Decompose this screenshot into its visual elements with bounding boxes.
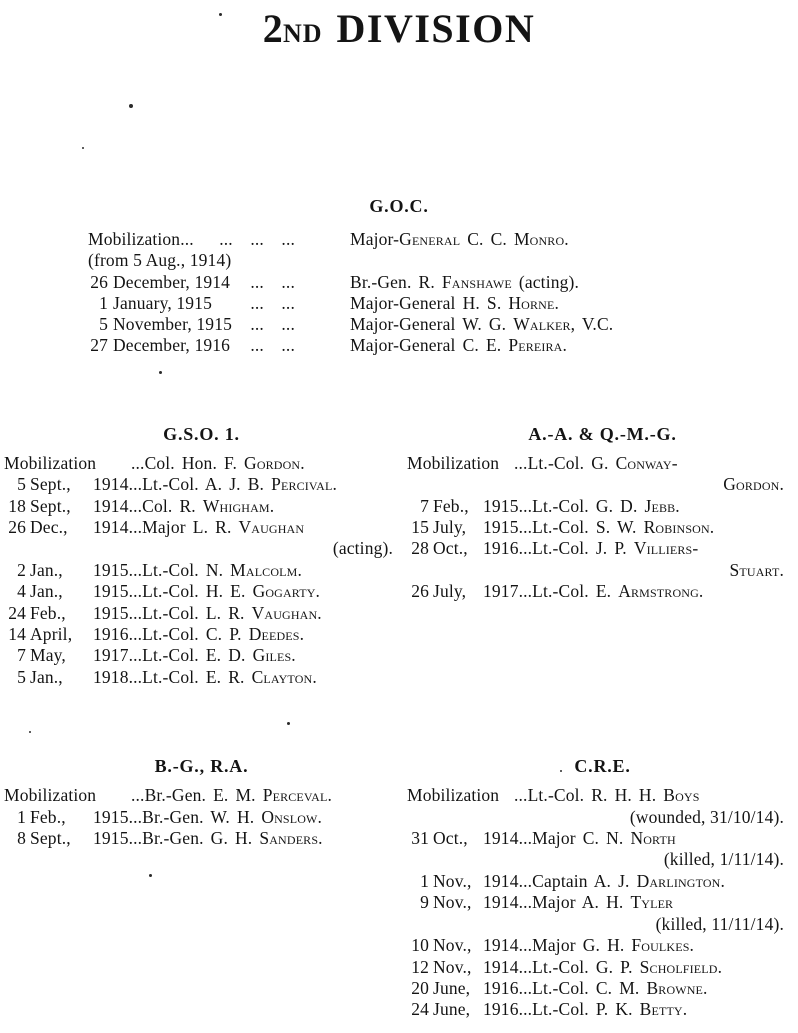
month: Jan.,: [30, 559, 63, 580]
date-cell: Mobilization...: [88, 229, 194, 249]
ink-speck: [287, 722, 290, 725]
surname: Armstrong: [618, 581, 699, 602]
surname: Perceval: [262, 785, 328, 806]
surname: Giles: [252, 645, 292, 666]
roster-row: [88, 293, 798, 314]
day: 1: [17, 806, 26, 827]
rank: ...Lt.-Col. J. P.: [518, 538, 634, 559]
month: Oct.,: [433, 538, 468, 559]
officer-name: [519, 892, 674, 913]
officer-name: [514, 785, 700, 806]
date-cell: [88, 314, 232, 335]
surname: Vaughan: [238, 517, 305, 537]
surname: Fanshawe: [441, 271, 512, 292]
name-suffix: .: [269, 495, 275, 516]
name-suffix: .: [300, 452, 305, 473]
ink-speck: [129, 104, 133, 108]
day: 24: [411, 999, 429, 1020]
surname: Darlington: [636, 870, 721, 891]
roster-row: [407, 517, 798, 538]
year: 1915: [483, 495, 519, 516]
day: 1: [99, 292, 108, 313]
roster-row: [4, 453, 399, 474]
officer-name: [131, 785, 332, 806]
roster-row: [4, 517, 399, 538]
month-year: December, 1916: [113, 335, 231, 356]
year: 1916: [483, 977, 519, 998]
year: 1915: [93, 559, 129, 580]
officer-name: [129, 645, 296, 666]
day: 12: [411, 956, 429, 977]
officer-name: [129, 560, 302, 581]
roster-row: [407, 496, 798, 517]
day: 14: [8, 624, 26, 645]
division-ordinal: ND: [282, 19, 323, 48]
rank: ...Lt.-Col. E. R.: [128, 666, 252, 687]
dot-leaders: ... ...: [250, 335, 295, 356]
dot-leaders: ... ...: [250, 314, 295, 335]
month: April,: [30, 624, 73, 645]
continuation-line: [407, 474, 798, 495]
ink-speck: [159, 371, 162, 374]
ink-speck: [219, 13, 222, 16]
roster-row: [4, 645, 399, 666]
month: Feb.,: [433, 495, 469, 516]
surname: Monro: [513, 229, 565, 249]
officer-name: [129, 667, 317, 688]
day: 28: [411, 538, 429, 559]
date-cell: Mobilization: [4, 452, 97, 473]
surname: Percival: [271, 474, 333, 495]
rank: ...Lt.-Col. R. H. H.: [514, 785, 664, 806]
month: Oct.,: [433, 828, 468, 849]
name-suffix: .: [291, 645, 296, 666]
name-suffix: .: [720, 870, 726, 891]
name-suffix: , V.C.: [570, 314, 614, 335]
roster-row: [4, 560, 399, 581]
name-suffix: .: [332, 474, 337, 495]
officer-name: [519, 496, 680, 517]
roster-row: [407, 581, 798, 602]
roster-row: [407, 935, 798, 956]
day: 27: [90, 335, 108, 356]
month: May,: [30, 645, 66, 666]
surname: Scholfield: [639, 956, 718, 977]
year: 1914: [93, 474, 129, 495]
year: 1914: [483, 828, 519, 849]
name-suffix: .: [318, 828, 323, 849]
day: 26: [90, 271, 108, 292]
dot-leaders: ... ...: [250, 271, 295, 292]
year: 1915: [93, 581, 129, 602]
surname: Whigham: [202, 495, 270, 516]
officer-name: [350, 229, 569, 250]
name-suffix: .: [675, 495, 680, 516]
two-column-block-2: [0, 755, 798, 1020]
name-suffix: .: [564, 229, 569, 249]
rank: ...Br.-Gen. W. H.: [128, 806, 262, 827]
name-suffix: .: [299, 624, 305, 645]
section-cre: [399, 755, 798, 1020]
roster-row: [88, 229, 798, 250]
division-number: 2: [262, 6, 283, 51]
name-suffix: .: [297, 559, 302, 580]
rank: ...Lt.-Col. L. R.: [128, 602, 252, 623]
surname: General: [399, 229, 461, 249]
surname: Villiers-: [633, 538, 699, 559]
month: Feb.,: [30, 602, 66, 623]
officer-name: [129, 474, 337, 495]
surname: Stuart: [729, 559, 780, 580]
day: 15: [411, 517, 429, 537]
officer-name: [129, 581, 320, 602]
ink-speck: [560, 770, 562, 772]
name-suffix: .: [312, 666, 317, 687]
officer-name: [129, 517, 305, 538]
surname: North: [630, 828, 676, 849]
month: June,: [433, 977, 471, 998]
day: 5: [17, 474, 26, 495]
roster-row: [407, 892, 798, 913]
note: (killed, 11/11/14).: [655, 913, 784, 934]
rank: ...Lt.-Col. S. W.: [518, 517, 644, 537]
surname: Robinson: [643, 517, 710, 537]
month: Jan.,: [30, 666, 63, 687]
officer-name: [350, 335, 567, 356]
officer-name: [129, 624, 305, 645]
month: July,: [433, 581, 467, 602]
year: 1918: [93, 666, 129, 687]
roster-row: [407, 957, 798, 978]
rank: Major-General C. E.: [350, 335, 509, 356]
rank: ...Lt.-Col. G. D.: [518, 495, 645, 516]
gso1-heading: G.S.O. 1.: [163, 423, 240, 444]
surname: Tyler: [630, 892, 674, 913]
date-cell: [88, 293, 212, 314]
day: 8: [17, 828, 26, 849]
roster-row: [407, 871, 798, 892]
name-suffix: .: [682, 999, 688, 1020]
roster-row: [4, 581, 399, 602]
month: Sept.,: [30, 828, 71, 849]
surname: Gogarty: [252, 581, 316, 602]
month: Dec.,: [30, 517, 68, 537]
rank: ...Lt.-Col. G. P.: [518, 956, 640, 977]
month: Feb.,: [30, 806, 66, 827]
officer-name: [129, 828, 323, 849]
rank: ...Col. R.: [128, 495, 203, 516]
name-suffix: .: [709, 517, 715, 537]
name-suffix: .: [689, 935, 695, 956]
roster-row: [4, 785, 399, 806]
dot-leaders: ... ... ...: [219, 229, 295, 249]
officer-name: [350, 272, 579, 293]
month: June,: [433, 999, 471, 1020]
year: 1916: [93, 624, 129, 645]
officer-name: [519, 871, 725, 892]
day: 26: [8, 517, 26, 537]
roster-row: [4, 624, 399, 645]
officer-name: [350, 314, 613, 335]
roster-row: [4, 603, 399, 624]
year: 1914: [483, 935, 519, 956]
date-cell: Mobilization: [407, 452, 500, 473]
month: Jan.,: [30, 581, 63, 602]
day: 18: [8, 495, 26, 516]
ink-speck: [82, 147, 84, 149]
note: (acting).: [332, 538, 393, 559]
roster-row: [88, 335, 798, 356]
rank: ...Major L. R.: [128, 517, 239, 537]
officer-name: [129, 807, 322, 828]
officer-name: [519, 828, 676, 849]
bgra-heading: B.-G., R.A.: [154, 756, 249, 777]
rank: Br.-Gen. R.: [350, 271, 442, 292]
day: 5: [17, 666, 26, 687]
rank: ...Lt.-Col. C. M.: [518, 977, 647, 998]
name-suffix: .: [779, 559, 784, 580]
note: (killed, 1/11/14).: [663, 849, 784, 870]
roster-row: [4, 474, 399, 495]
surname: Boys: [663, 785, 700, 806]
surname: Clayton: [251, 666, 313, 687]
year: 1914: [93, 495, 129, 516]
roster-row: [407, 978, 798, 999]
rank: Major-: [350, 229, 400, 249]
date-cell: [88, 272, 230, 293]
officer-name: [131, 453, 305, 474]
name-suffix: .: [698, 581, 704, 602]
name-suffix: .: [315, 581, 321, 602]
rank: ...Lt.-Col. N.: [128, 559, 231, 580]
date-note: (from 5 Aug., 1914): [88, 250, 232, 271]
continuation-line: [407, 849, 798, 870]
month: Nov.,: [433, 956, 472, 977]
rank: ...Lt.-Col. A. J. B.: [128, 474, 272, 495]
rank: ...Lt.-Col. G.: [514, 452, 616, 473]
surname: Walker: [513, 314, 571, 335]
month-year: January, 1915: [113, 292, 212, 313]
day: 7: [420, 495, 429, 516]
goc-heading: G.O.C.: [369, 196, 429, 216]
month: Sept.,: [30, 474, 71, 495]
rank: ...Major C. N.: [518, 828, 631, 849]
section-aaqmg: [399, 423, 798, 688]
name-suffix: .: [327, 785, 332, 806]
cre-heading: C.R.E.: [574, 756, 631, 777]
name-suffix: (acting).: [511, 271, 580, 292]
officer-name: [519, 538, 699, 559]
dot-leaders: ... ...: [250, 292, 295, 313]
name-suffix: .: [317, 602, 322, 623]
roster-row: [4, 807, 399, 828]
rank: ...Lt.-Col. C. P.: [128, 624, 249, 645]
name-suffix: .: [717, 956, 723, 977]
surname: Malcolm: [230, 559, 298, 580]
roster-row: [88, 272, 798, 293]
officer-name: [514, 453, 678, 474]
section-goc: [0, 195, 798, 357]
date-cell: [88, 335, 230, 356]
aaqmg-heading: A.-A. & Q.-M.-G.: [528, 423, 677, 444]
officer-name: [129, 496, 275, 517]
roster-row: [4, 496, 399, 517]
surname: Foulkes: [631, 935, 690, 956]
goc-table: [88, 229, 798, 357]
surname: Sanders: [259, 828, 319, 849]
surname: Onslow: [261, 806, 318, 827]
year: 1916: [483, 999, 519, 1020]
surname: Conway-: [615, 452, 678, 473]
day: 7: [17, 645, 26, 666]
name-suffix: .: [703, 977, 708, 998]
officer-name: [519, 517, 715, 538]
officer-name: [519, 581, 704, 602]
month: Nov.,: [433, 892, 472, 913]
surname: Vaughan: [251, 602, 318, 623]
roster-row: [407, 785, 798, 806]
ink-speck: [149, 874, 152, 877]
officer-name: [129, 603, 322, 624]
surname: Horne: [508, 292, 555, 313]
rank: ...Major A. H.: [518, 892, 631, 913]
rank: ...Lt.-Col. E. D.: [128, 645, 253, 666]
month: July,: [433, 517, 467, 537]
year: 1915: [93, 828, 129, 849]
month-year: December, 1914: [113, 271, 231, 292]
day: 2: [17, 559, 26, 580]
rank: ...Lt.-Col. P. K.: [518, 999, 640, 1020]
rank: ...Captain A. J.: [518, 870, 637, 891]
officer-name: [519, 999, 688, 1020]
date-cell: Mobilization: [407, 785, 500, 806]
year: 1917: [93, 645, 129, 666]
name-suffix: .: [317, 806, 323, 827]
name-suffix: .: [554, 292, 559, 313]
rank: ...Col. Hon. F.: [131, 452, 245, 473]
year: 1915: [93, 806, 129, 827]
day: 24: [8, 602, 26, 623]
roster-row: [4, 828, 399, 849]
day: 10: [411, 935, 429, 956]
section-bgra: [0, 755, 399, 1020]
day: 26: [411, 581, 429, 602]
roster-row-note: [88, 250, 798, 271]
officer-name: [519, 935, 694, 956]
officer-name: [519, 978, 708, 999]
continuation-line: [407, 560, 798, 581]
officer-name: [350, 293, 559, 314]
roster-row: [4, 667, 399, 688]
day: 5: [99, 314, 108, 335]
roster-row: [407, 828, 798, 849]
year: 1914: [483, 870, 519, 891]
year: 1915: [483, 517, 519, 537]
division-word: DIVISION: [336, 6, 536, 51]
month: Sept.,: [30, 495, 71, 516]
name-suffix: .: [779, 474, 784, 495]
two-column-block-1: [0, 423, 798, 688]
initials: C. C.: [460, 229, 514, 249]
day: 31: [411, 828, 429, 849]
name-suffix: .: [562, 335, 568, 356]
year: 1917: [483, 581, 519, 602]
month: Nov.,: [433, 935, 472, 956]
roster-row: [407, 538, 798, 559]
day: 9: [420, 892, 429, 913]
rank: ...Br.-Gen. G. H.: [128, 828, 260, 849]
year: 1915: [93, 602, 129, 623]
rank: Major-General H. S.: [350, 292, 509, 313]
year: 1916: [483, 538, 519, 559]
rank: ...Major G. H.: [518, 935, 632, 956]
rank: Major-General W. G.: [350, 314, 514, 335]
month: Nov.,: [433, 870, 472, 891]
surname: Browne: [646, 977, 704, 998]
year: 1914: [483, 892, 519, 913]
year: 1914: [93, 517, 129, 537]
continuation-line: [407, 807, 798, 828]
year: 1914: [483, 956, 519, 977]
continuation-line: [407, 914, 798, 935]
surname: Deedes: [248, 624, 300, 645]
month-year: November, 1915: [113, 314, 233, 335]
section-gso1: [0, 423, 399, 688]
rank: ...Lt.-Col. E.: [518, 581, 619, 602]
note: (wounded, 31/10/14).: [629, 806, 784, 827]
surname: Gordon: [723, 474, 780, 495]
day: 1: [420, 870, 429, 891]
surname: Pereira: [508, 335, 563, 356]
rank: ...Br.-Gen. E. M.: [131, 785, 263, 806]
ink-speck: [29, 731, 31, 733]
date-cell: Mobilization: [4, 785, 97, 806]
roster-row: [407, 453, 798, 474]
rank: ...Lt.-Col. H. E.: [128, 581, 253, 602]
officer-name: [519, 957, 722, 978]
page-title: [0, 6, 798, 52]
day: 20: [411, 977, 429, 998]
roster-row: [88, 314, 798, 335]
day: 4: [17, 581, 26, 602]
roster-row: [407, 999, 798, 1020]
surname: Jebb: [644, 495, 676, 516]
continuation-line: [4, 538, 399, 559]
surname: Gordon: [244, 452, 301, 473]
surname: Betty: [639, 999, 683, 1020]
